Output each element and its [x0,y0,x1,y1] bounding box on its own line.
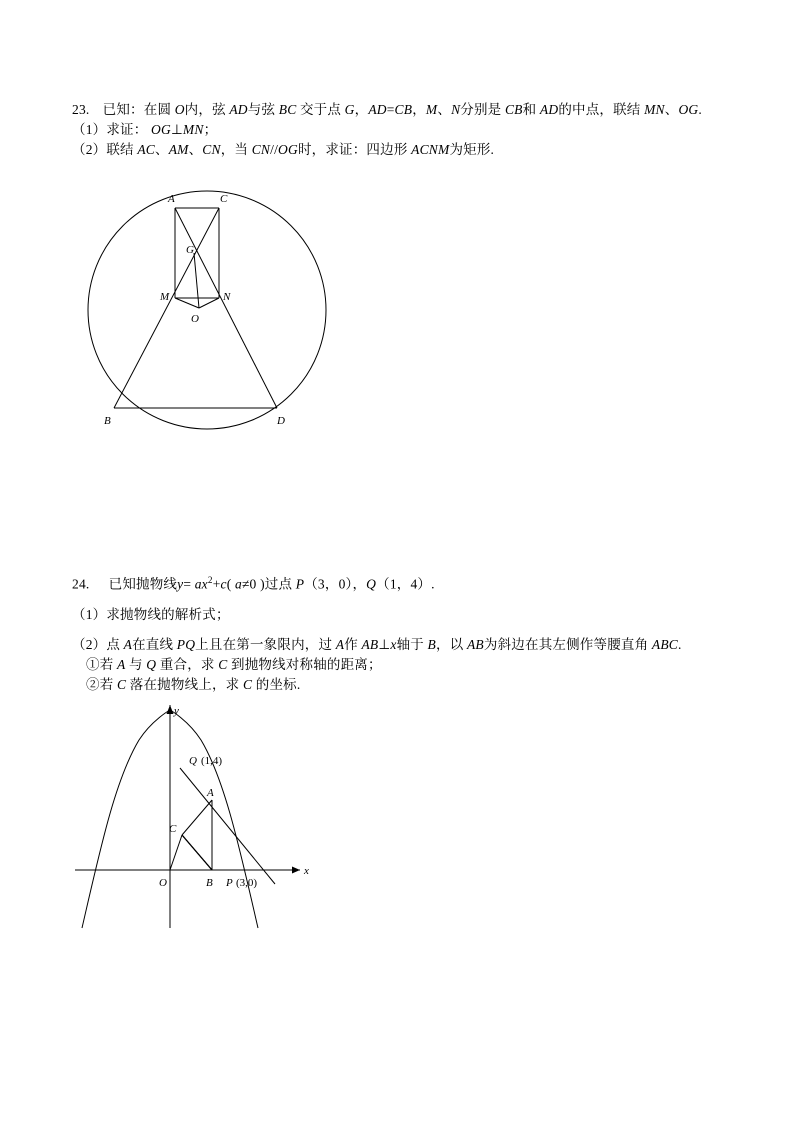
label-A: A [207,787,214,799]
q24-part1: （1）求抛物线的解析式； [72,606,230,622]
q23-part1: （1）求证： OG⊥MN； [72,122,218,137]
label-C: C [220,193,228,205]
q23-stem [72,100,732,120]
label-P-coords: (3,0) [236,877,258,889]
q23-number: 23. [72,102,90,117]
q23-part2: （2）联结 AC、AM、CN，当 CN//OG时，求证：四边形 ACNM为矩形. [72,142,495,157]
figure-parabola [60,700,380,940]
label-O: O [191,313,199,325]
label-B: B [206,877,213,889]
label-D: D [277,415,285,427]
question-23 [72,100,732,160]
label-A: A [168,193,175,205]
label-B: B [104,415,111,427]
label-N: N [223,291,231,303]
label-Q-coords: (1,4) [201,755,223,767]
figure-circle [72,180,372,440]
label-P: P [226,877,233,889]
question-24 [72,570,732,695]
label-Q: Q [189,755,197,767]
q24-part2-1: ①若 A 与 Q 重合，求 C 到抛物线对称轴的距离； [86,656,382,672]
q24-part2-2: ②若 C 落在抛物线上，求 C 的坐标. [86,676,301,692]
q24-part2: （2）点 A在直线 PQ上且在第一象限内，过 A作 AB⊥x轴于 B，以 AB为斜边在其左侧作等腰直角 ABC. [72,636,682,652]
label-M: M [160,291,170,303]
label-y-axis: y [174,705,179,717]
q24-number: 24. [72,576,90,592]
label-O: O [159,877,167,889]
label-x-axis: x [304,865,309,877]
label-C: C [169,823,177,835]
q24-stem: 24. 已知抛物线$y= ax^2+c$( a≠0 )过点 P（3，0），Q（1，4）. [72,575,435,592]
label-G: G [186,244,194,256]
q23-stem-text: 已知：在圆 O内，弦 AD与弦 BC 交于点 G，AD=CB，M、N分别是 CB和 AD的中点，联结 MN、OG. [102,102,702,117]
